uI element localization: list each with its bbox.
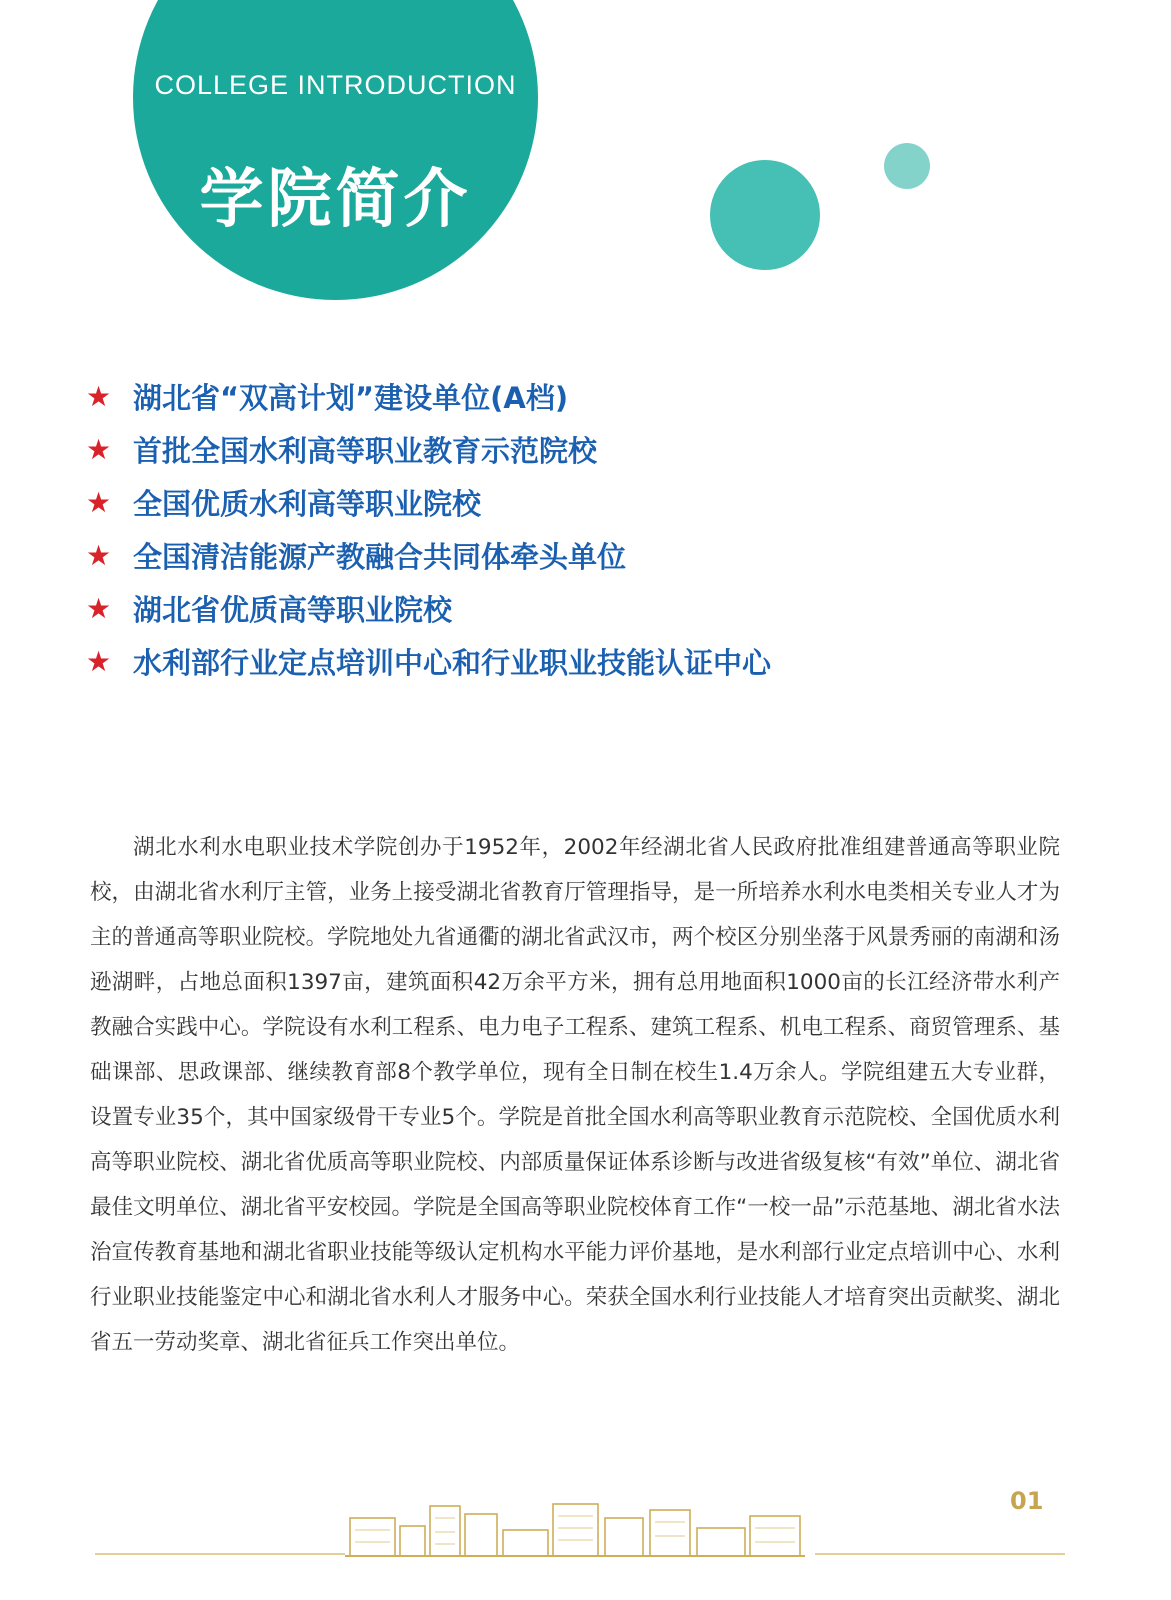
red-star-icon: ★ xyxy=(86,538,112,572)
list-item xyxy=(86,635,771,688)
header-subtitle: COLLEGE INTRODUCTION xyxy=(154,70,517,100)
honor-text: 首批全国水利高等职业教育示范院校 xyxy=(133,434,598,468)
red-star-icon: ★ xyxy=(86,644,112,678)
red-star-icon: ★ xyxy=(86,379,112,413)
honor-text: 全国清洁能源产教融合共同体牵头单位 xyxy=(133,540,627,574)
list-item xyxy=(86,476,771,529)
list-item xyxy=(86,582,771,635)
list-item xyxy=(86,370,771,423)
honor-text: 湖北省“双高计划”建设单位(A档) xyxy=(133,381,569,415)
honors-list xyxy=(86,370,771,688)
honor-text: 湖北省优质高等职业院校 xyxy=(133,593,453,627)
red-star-icon: ★ xyxy=(86,591,112,625)
decorative-circle-medium xyxy=(710,160,820,270)
decorative-circle-small xyxy=(884,143,930,189)
campus-skyline-icon xyxy=(345,1500,805,1560)
list-item xyxy=(86,423,771,476)
footer-divider-right xyxy=(815,1553,1065,1555)
honor-text: 水利部行业定点培训中心和行业职业技能认证中心 xyxy=(133,646,772,680)
list-item xyxy=(86,529,771,582)
footer-divider-left xyxy=(95,1553,345,1555)
intro-paragraph: 湖北水利水电职业技术学院创办于1952年，2002年经湖北省人民政府批准组建普通高等职业院校，由湖北省水利厅主管，业务上接受湖北省教育厅管理指导，是一所培养水利水电类相关专业人才为主的普通高等职业院校。学院地处九省通衢的湖北省武汉市，两个校区分别坐落于风景秀丽的南湖和汤逊湖畔，占地总面积1397亩，建筑面积42万余平方米，拥有总用地面积1000亩的长江经济带水利产教融合实践中心。学院设有水利工程系、电力电子工程系、建筑工程系、机电工程系、商贸管理系、基础课部、思政课部、继续教育部8个教学单位，现有全日制在校生1.4万余人。学院组建五大专业群，设置专业35个，其中国家级骨干专业5个。学院是首批全国水利高等职业教育示范院校、全国优质水利高等职业院校、湖北省优质高等职业院校、内部质量保证体系诊断与改进省级复核“有效”单位、湖北省最佳文明单位、湖北省平安校园。学院是全国高等职业院校体育工作“一校一品”示范基地、湖北省水法治宣传教育基地和湖北省职业技能等级认定机构水平能力评价基地，是水利部行业定点培训中心、水利行业职业技能鉴定中心和湖北省水利人才服务中心。荣获全国水利行业技能人才培育突出贡献奖、湖北省五一劳动奖章、湖北省征兵工作突出单位。 xyxy=(90,835,1060,1355)
page-title: 学院简介 xyxy=(199,163,472,237)
red-star-icon: ★ xyxy=(86,485,112,519)
honor-text: 全国优质水利高等职业院校 xyxy=(133,487,482,521)
red-star-icon: ★ xyxy=(86,432,112,466)
page-number: 01 xyxy=(1010,1487,1044,1515)
